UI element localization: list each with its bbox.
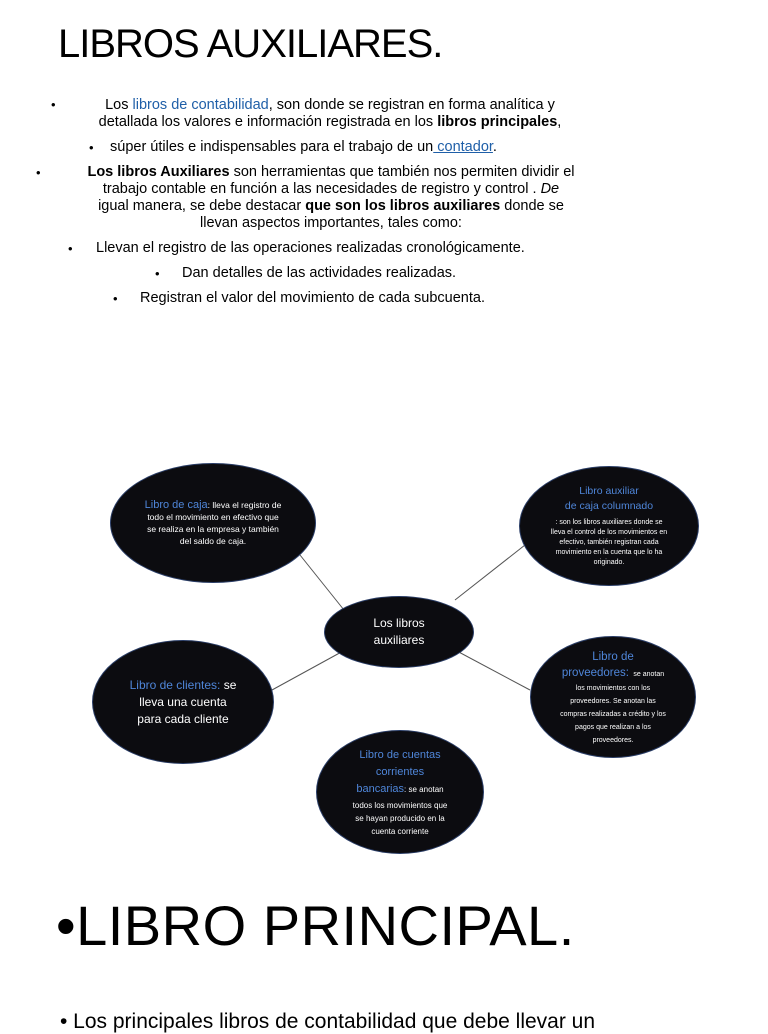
bullet-dot: • bbox=[36, 165, 41, 180]
text: . bbox=[492, 139, 497, 155]
text: detallada los valores e información registrada en los bbox=[98, 114, 438, 130]
connector-line bbox=[455, 650, 530, 690]
center-label: Los libros auxiliares bbox=[373, 616, 425, 647]
connector-line bbox=[272, 650, 345, 690]
bullet-dot: • bbox=[51, 97, 56, 112]
node-description: : se anotan todos los movimientos que se hayan producido en la cuenta corriente bbox=[352, 785, 448, 836]
text: , se debe destacar bbox=[181, 198, 306, 214]
intro-paragraph-2 bbox=[110, 139, 550, 156]
connector-line bbox=[455, 545, 525, 600]
node-title: de caja columnado bbox=[564, 500, 654, 512]
text: donde se bbox=[500, 198, 564, 214]
intro-paragraph-1 bbox=[60, 97, 600, 131]
node-title: Libro auxiliar bbox=[579, 485, 639, 497]
bullet-dot: • bbox=[68, 241, 73, 256]
node-title: Libro de clientes: bbox=[129, 677, 221, 692]
intro-paragraph-3 bbox=[50, 164, 612, 232]
text: son herramientas que también nos permiten dividir el bbox=[229, 164, 575, 180]
node-description: se anotan los movimientos con los proveedores. Se anotan las compras realizadas a crédito y los pagos que realizan a los proveedores. bbox=[560, 670, 666, 744]
bullet-dot: • bbox=[155, 266, 160, 281]
node-title: Libro de caja bbox=[144, 499, 208, 511]
list-item: Llevan el registro de las operaciones realizadas cronológicamente. bbox=[96, 240, 525, 256]
bullet-dot: • bbox=[113, 291, 118, 306]
node-description: : son los libros auxiliares donde se lleva el control de los movimientos en efectivo, también registran cada movimiento en la cuenta que lo ha originado. bbox=[550, 519, 668, 566]
node-libro-proveedores bbox=[530, 636, 696, 758]
contador-link[interactable]: contador bbox=[433, 139, 493, 155]
node-cuentas-bancarias bbox=[316, 730, 484, 854]
node-description: se lleva una cuenta para cada cliente bbox=[137, 677, 237, 726]
bullet-dot: • bbox=[89, 140, 94, 155]
node-description: : lleva el registro de todo el movimiento en efectivo que se realiza en la empresa y también del saldo de caja. bbox=[147, 500, 282, 546]
bold-text: libros principales bbox=[437, 114, 558, 130]
node-libro-clientes bbox=[92, 640, 274, 764]
libros-auxiliares-diagram bbox=[0, 450, 768, 870]
center-node bbox=[324, 596, 474, 668]
text: súper útiles e indispensables para el trabajo de un bbox=[110, 139, 434, 155]
text: , son donde se registran en forma analítica y bbox=[268, 97, 555, 113]
node-libro-caja bbox=[110, 463, 316, 583]
node-title: Libro de cuentas corrientes bancarias bbox=[356, 749, 441, 795]
section-paragraph: • Los principales libros de contabilidad que debe llevar un bbox=[60, 1010, 596, 1033]
page-title: LIBROS AUXILIARES. bbox=[58, 22, 443, 66]
list-item: Dan detalles de las actividades realizadas. bbox=[182, 265, 457, 281]
italic-text: De bbox=[540, 181, 560, 197]
section-title-libro-principal: •LIBRO PRINCIPAL. bbox=[56, 894, 575, 957]
node-caja-columnado bbox=[519, 466, 699, 586]
text: , bbox=[557, 114, 562, 130]
list-item: Registran el valor del movimiento de cada subcuenta. bbox=[140, 290, 485, 306]
text: Los bbox=[105, 97, 133, 113]
bold-text: Los libros Auxiliares bbox=[87, 164, 230, 180]
node-title: Libro de proveedores: bbox=[561, 650, 634, 679]
libros-contabilidad-link[interactable]: libros de contabilidad bbox=[132, 97, 269, 113]
bold-text: que son los libros auxiliares bbox=[305, 198, 501, 214]
text: trabajo contable en función a las necesidades de registro y control . bbox=[102, 181, 541, 197]
text: llevan aspectos importantes, tales como: bbox=[200, 215, 462, 231]
text: igual manera bbox=[98, 198, 182, 214]
